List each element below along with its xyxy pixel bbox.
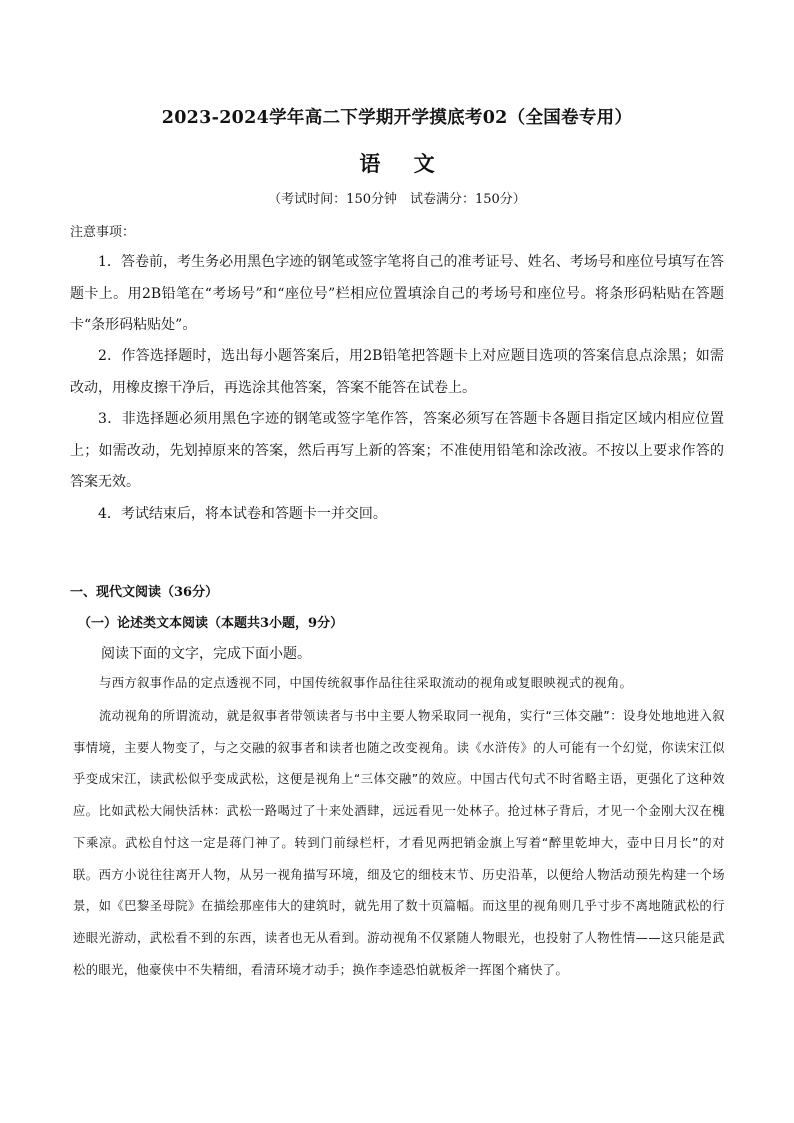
exam-time-score: （考试时间：150分钟 试卷满分：150分） xyxy=(268,192,526,207)
notice-item-3: 3．非选择题必须用黑色字迹的钢笔或签字笔作答，答案必须写在答题卡各题目指定区域内相应位置上；如需改动，先划掉原来的答案，然后再写上新的答案；不准使用铅笔和涂改液。不按以上要求作答的答案无效。 xyxy=(70,411,724,490)
passage-paragraph-2: 流动视角的所谓流动，就是叙事者带领读者与书中主要人物采取同一视角，实行“三体交融”：设身处地地进入叙事情境，主要人物变了，与之交融的叙事者和读者也随之改变视角。读《水浒传》的人可能有一个幻觉，你读宋江似乎变成宋江，读武松似乎变成武松，这便是视角上“三体交融”的效应。中国古代句式不时省略主语，更强化了这种效应。比如武松大闹快活林：武松一路喝过了十来处酒肆，远远看见一处林子。抢过林子背后，才见一个金刚大汉在槐下乘凉。武松自忖这一定是蒋门神了。转到门前绿栏杆，才看见两把销金旗上写着“醉里乾坤大，壶中日月长”的对联。西方小说往往离开人物，从另一视角描写环境，细及它的细枝末节、历史沿革，以便给人物活动预先构建一个场景，如《巴黎圣母院》在描绘那座伟大的建筑时，就先用了数十页篇幅。而这里的视角则几乎寸步不离地随武松的行迹眼光游动，武松看不到的东西，读者也无从看到。游动视角不仅紧随人物眼光，也投射了人物性情——这只能是武松的眼光，他豪侠中不失精细，看清环境才动手；换作李逵恐怕就板斧一挥图个痛快了。 xyxy=(73,709,725,977)
section-heading: 一、现代文阅读（36分） xyxy=(70,585,219,600)
notice-item-2: 2．作答选择题时，选出每小题答案后，用2B铅笔把答题卡上对应题目选项的答案信息点涂黑；如需改动，用橡皮擦干净后，再选涂其他答案，答案不能答在试卷上。 xyxy=(70,348,724,396)
notice-item-1: 1．答卷前，考生务必用黑色字迹的钢笔或签字笔将自己的准考证号、姓名、考场号和座位号填写在答题卡上。用2B铅笔在“考场号”和“座位号”栏相应位置填涂自己的考场号和座位号。将条形码粘贴在答题卡“条形码粘贴处”。 xyxy=(70,254,724,333)
passage-paragraph-1: 与西方叙事作品的定点透视不同，中国传统叙事作品往往采取流动的视角或复眼映视式的视角。 xyxy=(99,676,633,690)
subsection-heading: （一）论述类文本阅读（本题共3小题，9分） xyxy=(78,616,344,631)
subject-title: 语 文 xyxy=(359,151,435,176)
exam-title: 2023-2024学年高二下学期开学摸底考02（全国卷专用） xyxy=(161,108,633,128)
notice-heading: 注意事项： xyxy=(70,225,136,240)
reading-instruction: 阅读下面的文字，完成下面小题。 xyxy=(101,646,311,662)
notice-item-4: 4．考试结束后，将本试卷和答题卡一并交回。 xyxy=(98,506,387,522)
